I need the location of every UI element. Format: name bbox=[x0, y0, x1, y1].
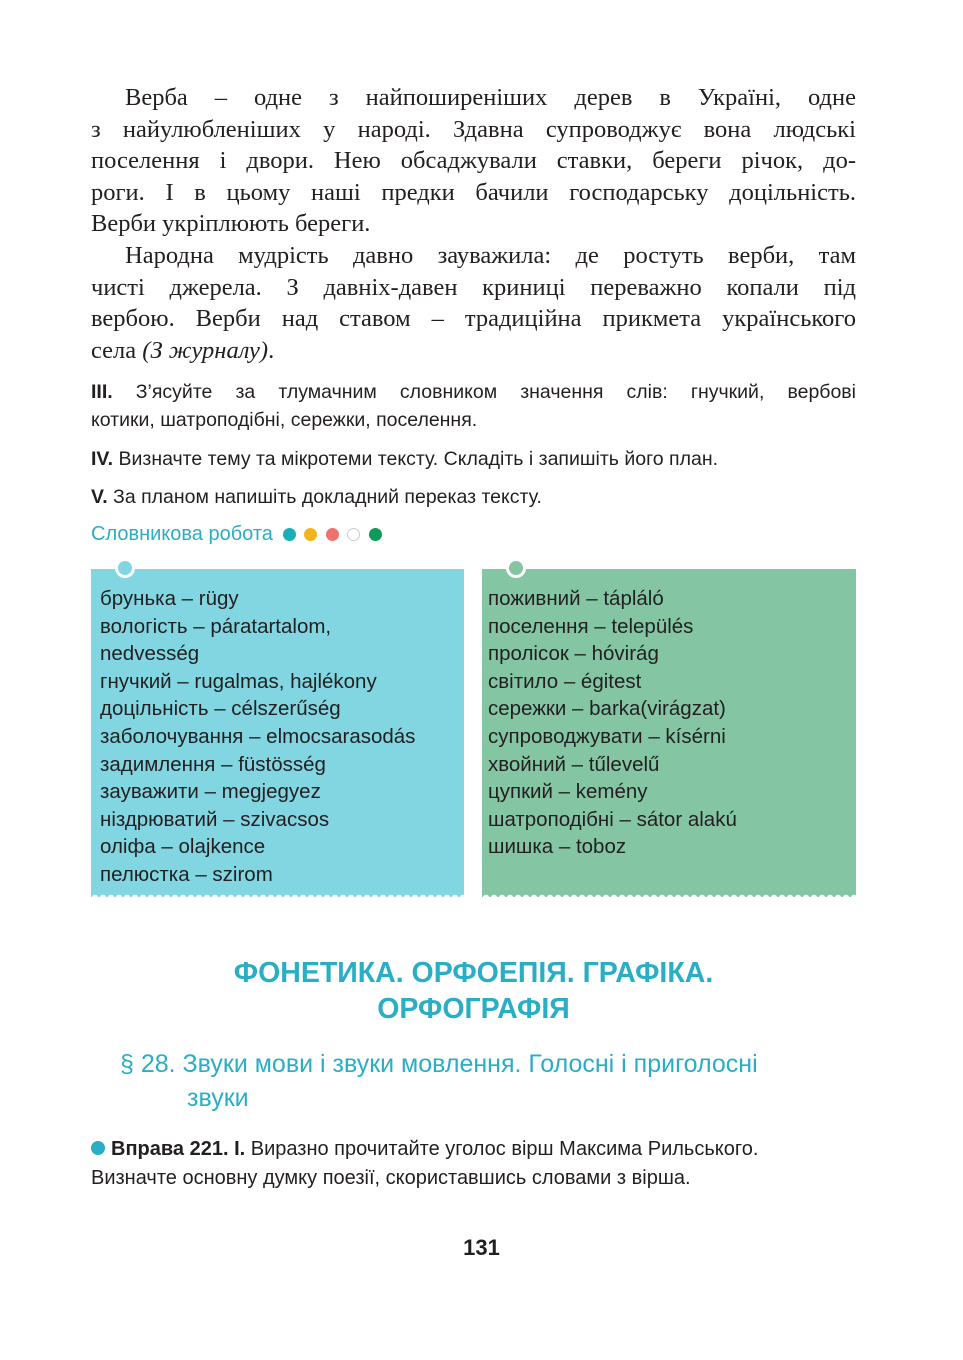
dot-icon bbox=[304, 528, 317, 541]
vocab-item: цупкий – kemény bbox=[488, 780, 648, 804]
task-5 bbox=[91, 483, 856, 511]
text-paragraph-2 bbox=[91, 240, 856, 366]
scalloped-edge bbox=[91, 892, 464, 898]
vocab-list bbox=[100, 585, 415, 889]
text-line: з найулюбленіших у народі. Здавна супроводжує вона людські bbox=[91, 115, 856, 143]
section-title-line: ОРФОГРАФІЯ bbox=[377, 993, 570, 1025]
vocab-title bbox=[91, 523, 385, 546]
text-fragment: села bbox=[91, 336, 143, 364]
vocab-item: поселення – település bbox=[488, 614, 694, 638]
scalloped-edge bbox=[482, 892, 856, 898]
exercise-label: Вправа 221. bbox=[111, 1138, 229, 1160]
vocab-item: зауважити – megjegyez bbox=[100, 780, 321, 804]
text-fragment: . bbox=[268, 336, 275, 364]
text-line: роги. І в цьому наші предки бачили господарську доцільність. bbox=[91, 178, 856, 206]
exercise-part: І. bbox=[234, 1138, 246, 1160]
text-line: Верба – одне з найпоширеніших дерев в Україні, одне bbox=[125, 84, 856, 111]
vocab-item: пролісок – hóvirág bbox=[488, 642, 659, 666]
pin-icon bbox=[115, 558, 135, 578]
dot-icon bbox=[283, 528, 296, 541]
exercise-text: Виразно прочитайте уголос вірш Максима Рильського. bbox=[245, 1138, 759, 1160]
task-number: IV. bbox=[91, 448, 114, 470]
exercise-line: Визначте основну думку поезії, скориставшись словами з вірша. bbox=[91, 1167, 691, 1189]
vocab-card-left bbox=[91, 569, 464, 897]
vocab-item: світило – égitest bbox=[488, 669, 642, 693]
paragraph-title-line: § 28. Звуки мови і звуки мовлення. Голосні і приголосні bbox=[120, 1050, 758, 1078]
vocab-item: хвойний – tűlevelű bbox=[488, 752, 660, 776]
text-line: чисті джерела. З давніх-давен криниці переважно копали під bbox=[91, 273, 856, 301]
task-number: III. bbox=[91, 381, 113, 403]
text-line: Народна мудрість давно зауважила: де ростуть верби, там bbox=[125, 242, 856, 269]
task-text: Визначте тему та мікротеми тексту. Складіть і запишіть його план. bbox=[113, 448, 719, 470]
vocab-card-right bbox=[482, 569, 856, 897]
task-line bbox=[91, 378, 856, 406]
vocab-item: nedvesség bbox=[100, 642, 200, 666]
vocab-item: ніздрюватий – szivacsos bbox=[100, 807, 330, 831]
vocab-item: оліфа – olajkence bbox=[100, 835, 266, 859]
exercise-221 bbox=[91, 1135, 856, 1193]
task-line bbox=[91, 483, 856, 511]
vocab-item: заболочування – elmocsarasodás bbox=[100, 724, 416, 748]
text-paragraph-1 bbox=[91, 82, 856, 240]
pin-icon bbox=[506, 558, 526, 578]
bullet-icon bbox=[91, 1141, 105, 1155]
section-title-line: ФОНЕТИКА. ОРФОЕПІЯ. ГРАФІКА. bbox=[233, 957, 714, 989]
vocab-item: супроводжувати – kísérni bbox=[488, 724, 726, 748]
vocab-list bbox=[488, 585, 737, 861]
vocab-item: сережки – barka(virágzat) bbox=[488, 697, 726, 721]
vocab-item: шатроподібні – sátor alakú bbox=[488, 807, 737, 831]
vocab-item: брунька – rügy bbox=[100, 587, 239, 610]
task-number: V. bbox=[91, 486, 108, 508]
vocab-item: пелюстка – szirom bbox=[100, 862, 273, 886]
text-line: Верби укріплюють береги. bbox=[91, 210, 371, 237]
vocab-item: доцільність – célszerűség bbox=[100, 697, 341, 721]
task-line: котики, шатроподібні, сережки, поселення. bbox=[91, 409, 478, 431]
vocab-item: поживний – tápláló bbox=[488, 587, 664, 610]
dot-icon bbox=[369, 528, 382, 541]
source-reference: (З журналу) bbox=[142, 336, 269, 364]
text-line: вербою. Верби над ставом – традиційна прикмета українського bbox=[91, 305, 856, 332]
difficulty-dots bbox=[283, 523, 385, 546]
task-4 bbox=[91, 445, 856, 473]
dot-icon bbox=[326, 528, 339, 541]
vocab-item: шишка – toboz bbox=[488, 835, 627, 859]
text-line: поселення і двори. Нею обсаджували ставки, береги річок, до- bbox=[91, 147, 856, 174]
task-line bbox=[91, 445, 856, 473]
section-title bbox=[91, 955, 856, 1027]
exercise-line bbox=[91, 1135, 856, 1164]
vocab-item: вологість – páratartalom, bbox=[100, 614, 332, 638]
task-text: За планом напишіть докладний переказ тексту. bbox=[107, 486, 542, 508]
vocab-title-text: Словникова робота bbox=[91, 523, 273, 545]
paragraph-title bbox=[120, 1047, 758, 1115]
page-number: 131 bbox=[463, 1235, 500, 1260]
text-line-last bbox=[91, 335, 856, 367]
task-3 bbox=[91, 378, 856, 434]
vocab-item: гнучкий – rugalmas, hajlékony bbox=[100, 669, 377, 693]
vocab-item: задимлення – füstösség bbox=[100, 752, 326, 776]
dot-icon bbox=[347, 528, 360, 541]
task-text: З’ясуйте за тлумачним словником значення слів: гнучкий, вербові bbox=[112, 381, 856, 403]
paragraph-title-line: звуки bbox=[187, 1084, 249, 1112]
